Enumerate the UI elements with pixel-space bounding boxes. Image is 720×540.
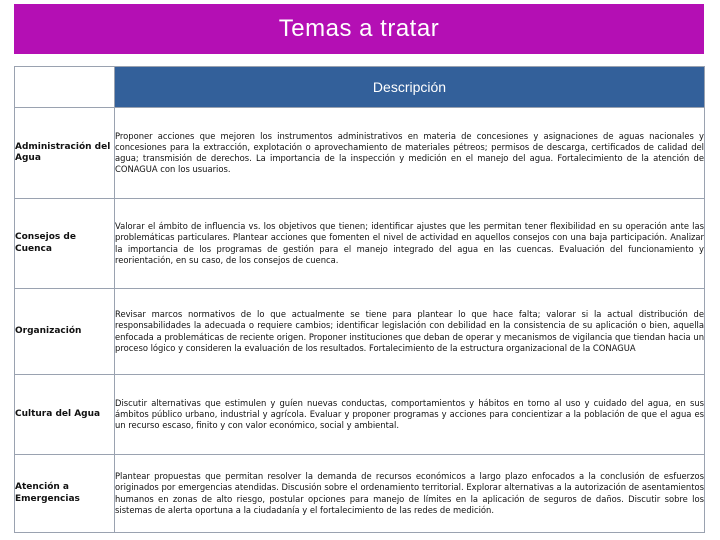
table-row <box>15 289 705 375</box>
table-row <box>15 108 705 199</box>
description-cell: Plantear propuestas que permitan resolver la demanda de recursos económicos a largo plazo enfocados a la conclusión de esfuerzos originados por emergencias atendidas. Discusión sobre el ordenamiento territorial. Explorar alternativas a la autorización de asentamientos humanos en zonas de alto riesgo, postular opciones para manejo de límites en la aplicación de seguros de daños. Discutir sobre los sistemas de alerta oportuna a la ciudadanía y el fortalecimiento de las redes de medición. <box>115 455 705 533</box>
table-row <box>15 199 705 289</box>
table-header-row <box>15 67 705 108</box>
topics-table <box>14 66 705 533</box>
description-cell: Discutir alternativas que estimulen y guíen nuevas conductas, comportamientos y hábitos en torno al uso y cuidado del agua, en sus ámbitos público urbano, industrial y agrícola. Evaluar y proponer programas y acciones para concientizar a la población de que el agua es un recurso escaso, finito y con valor económico, social y ambiental. <box>115 375 705 455</box>
description-header: Descripción <box>115 67 705 108</box>
table-row <box>15 375 705 455</box>
title-banner <box>14 4 704 54</box>
topic-cell: Atención a Emergencias <box>15 455 115 533</box>
description-cell: Revisar marcos normativos de lo que actualmente se tiene para plantear lo que hace falta; valorar si la actual distribución de responsabilidades la adecuada o requiere cambios; identificar legislación con debilidad en la consistencia de su aplicación o bien, aquella enfocada a problemáticas de reciente origen. Proponer instituciones que deban de operar y mecanismos de vigilancia que tiendan hacia un proceso lógico y consideren la evaluación de los resultados. Fortalecimiento de la estructura organizacional de la CONAGUA <box>115 289 705 375</box>
description-cell: Valorar el ámbito de influencia vs. los objetivos que tienen; identificar ajustes que les permitan tener flexibilidad en su operación ante las problemáticas particulares. Plantear acciones que fomenten el nivel de actividad en aquellos consejos con una baja participación. Analizar la importancia de los programas de gestión para el manejo integrado del agua en las cuencas. Evaluación del funcionamiento y reorientación, en su caso, de los consejos de cuenca. <box>115 199 705 289</box>
page-title: Temas a tratar <box>278 15 440 42</box>
topic-cell: Cultura del Agua <box>15 375 115 455</box>
topic-cell: Organización <box>15 289 115 375</box>
topic-header-cell <box>15 67 115 108</box>
topic-cell: Consejos de Cuenca <box>15 199 115 289</box>
table-row <box>15 455 705 533</box>
description-cell: Proponer acciones que mejoren los instrumentos administrativos en materia de concesiones y asignaciones de aguas nacionales y concesiones para la extracción, explotación o aprovechamiento de materiales pétreos; permisos de descarga, certificados de calidad del agua; transmisión de derechos. La importancia de la inspección y medición en el manejo del agua. Fortalecimiento de la atención de CONAGUA con los usuarios. <box>115 108 705 199</box>
topic-cell: Administración del Agua <box>15 108 115 199</box>
